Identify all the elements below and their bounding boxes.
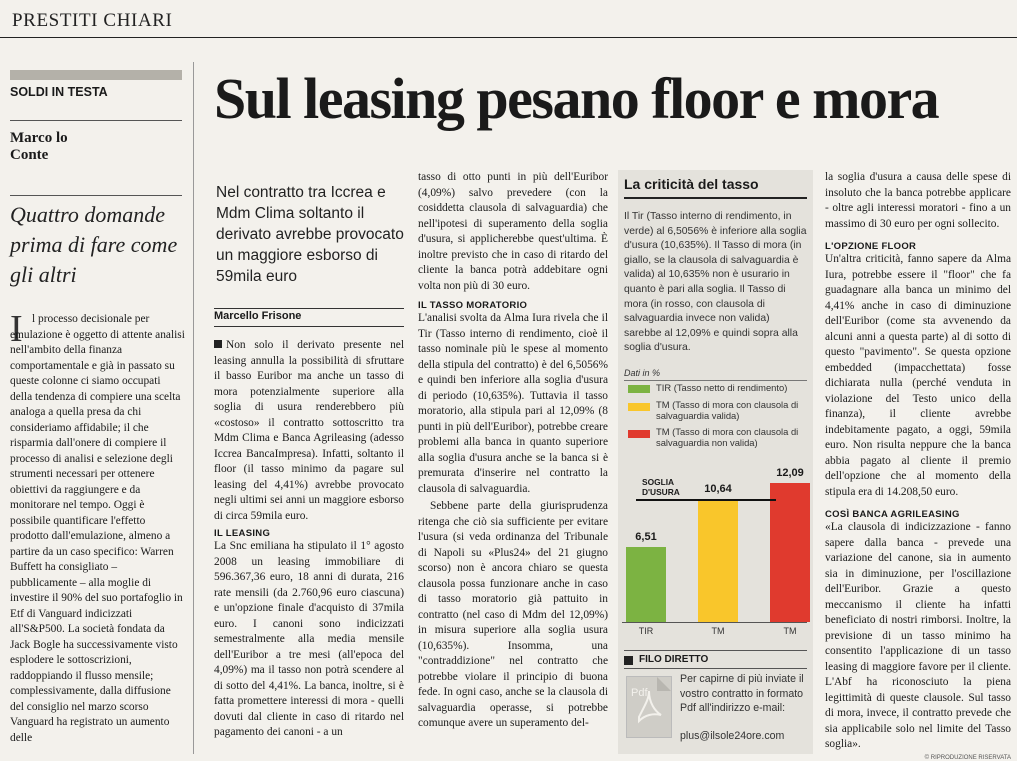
- box-text: Il Tir (Tasso interno di rendimento, in verde) al 6,5056% è inferiore alla soglia d'usura (10,635%). Il Tasso di mora (in giallo, se la clausola di salvaguardia è valida) al 10,635% non è usurario in quanto è pari alla soglia. Il Tasso di mora (in rosso, con clausola di salvaguardia invece non valida) sarebbe al 12,09% e quindi sopra alla soglia d'usura.: [624, 211, 807, 354]
- section-title: PRESTITI CHIARI: [12, 10, 173, 31]
- pdf-label: Pdf: [631, 687, 648, 699]
- bar-tm-valid: [698, 499, 738, 622]
- filo-email[interactable]: plus@ilsole24ore.com: [680, 730, 785, 742]
- legend-swatch-tir: [628, 385, 650, 393]
- filo-text: Per capirne di più inviate il vostro contratto in formato Pdf all'indirizzo e-mail:: [680, 673, 804, 714]
- article-paragraph: Sebbene parte della giurisprudenza ritenga che ciò sia sufficiente per evitare l'usura (si veda ordinanza del Tribunale di Napoli su «Plus24» del 21 giugno scorso) non è ancora chiaro se questa clausola possa funzionare anche in caso di tasso moratorio già pattuito in contratto (nel caso di Mdm del 12,09%) in misura superiore alla soglia usura (10,635%). Insomma, una "contraddizione" nel contratto che potrebbe violare il principio di buona fede. In ogni caso, anche se la clausola di salvaguardia operasse, si potrebbe comunque avere un superamento del-: [418, 500, 608, 729]
- subhead-banca-agrileasing: COSÌ BANCA AGRILEASING: [825, 509, 960, 520]
- info-box: [618, 170, 813, 754]
- filo-rule: [624, 650, 807, 651]
- square-bullet-icon: [214, 340, 222, 348]
- box-title-rule: [624, 197, 807, 199]
- headline: Sul leasing pesano floor e mora: [214, 66, 939, 131]
- article-column-2: [418, 170, 608, 754]
- category-label-tir: TIR: [638, 626, 654, 636]
- subhead-opzione-floor: L'OPZIONE FLOOR: [825, 241, 917, 252]
- article-paragraph: La Snc emiliana ha stipulato il 1° agosto 2008 un leasing immobiliare di 596.367,36 euro, 18 anni di durata, 216 rate mensili (da 2.760,96 euro ciascuna) e un'opzione finale d'acquisto di 37mila euro. I canoni sono indicizzati semestralmente alla media mensile dell'Euribor a tre mesi (all'epoca del 4,09%) ma il tasso non potrà scendere al di sotto del 4,41%. La banca, inoltre, si è fatta promettere interessi di mora - quelli dovuti dal cliente in caso di ritardo nel pagamento dei canoni - a un: [214, 540, 404, 738]
- pdf-icon: [626, 676, 672, 738]
- article-paragraph: tasso di otto punti in più dell'Euribor (4,09%) salvo prevedere (con la cosiddetta clausola di salvaguardia) che nell'ipotesi di superamento della soglia d'usura, si applicherebbe quest'ultima. È inoltre previsto che in caso di ritardo del cliente la banca potrà addebitare ogni volta non più di 30 euro.: [418, 171, 608, 292]
- bar-value-tir: 6,51: [635, 530, 657, 543]
- column-separator: [193, 62, 194, 754]
- column-dropcap: I: [10, 308, 23, 350]
- column-sidebar: [10, 70, 185, 754]
- box-title: La criticità del tasso: [624, 176, 759, 192]
- filo-square-icon: [624, 656, 633, 665]
- chart-units-label: Dati in %: [624, 368, 661, 378]
- standfirst: Nel contratto tra Iccrea e Mdm Clima soltanto il derivato avrebbe provocato un maggiore esborso di 59mila euro: [216, 184, 404, 285]
- bar-tm-invalid: [770, 483, 810, 623]
- article-paragraph: Non solo il derivato presente nel leasing annulla la possibilità di sfruttare il basso Euribor ma anche un tasso di mora potenzialmente superiore alla soglia di usura renderebbero più «costoso» il contratto sottoscritto tra Mdm Clima e Banca Agrileasing (adesso Iccrea BancaImpresa). Infatti, soltanto il floor (il tasso minimo da pagare sul leasing del 4,41%) avrebbe provocato negli ultimi sei anni un maggiore esborso di circa 59mila euro.: [214, 339, 404, 522]
- filo-rule-2: [624, 668, 807, 669]
- article-paragraph: la soglia d'usura a causa delle spese di insoluto che la banca potrebbe applicare - oltre agli interessi moratori - fino a un massimo di 30 euro per ogni sollecito.: [825, 171, 1011, 230]
- byline-rule-2: [214, 326, 404, 327]
- bar-chart: [618, 450, 813, 640]
- section-header: [0, 0, 1017, 38]
- article-paragraph: L'analisi svolta da Alma Iura rivela che il Tir (Tasso interno di rendimento, cioè il tasso nominale più le spese al momento della stipula del contratto) è del 6,5056% e quindi ben inferiore alla soglia d'usura di periodo (10,635%). Tuttavia il tasso moratorio, alla stipula pari al 12,09% (8 punti in più dell'Euribor), potrebbe creare problemi alla banca in quanto superiore alla soglia d'usura anche se la banca si è premurata d'inserire nel contratto la clausola di salvaguardia.: [418, 312, 608, 495]
- legend-swatch-tm-valid: [628, 403, 650, 411]
- column-author: Marco lo Conte: [10, 130, 68, 163]
- bar-value-tm-invalid: 12,09: [776, 466, 804, 479]
- column-rule: [10, 70, 182, 80]
- article-paragraph: «La clausola di indicizzazione - fanno sapere dalla banca - prevede una variazione del canone, sia in aumento sia in diminuzione, per l'oscillazione dell'Euribor. Grazie a questo meccanismo il cliente ha infatti beneficiato di nostri rimborsi. Inoltre, la previsione di un tasso minimo ha consentito l'applicazione di un tasso leasing di maggiore favore per il cliente. L'Abf ha riconosciuto la piena legittimità di queste clausole. Sul tasso di mora, invece, il contratto prevede che sia applicabile solo nel limite del Tasso soglia».: [825, 521, 1011, 750]
- copyright: © RIPRODUZIONE RISERVATA: [924, 754, 1011, 761]
- legend-item-tm-valid: TM (Tasso di mora con clausola di salvaguardia valida): [656, 399, 799, 421]
- category-label-tm: TM: [783, 626, 797, 636]
- column-body: l processo decisionale per emulazione è oggetto di attente analisi nell'ambito della finanza comportamentale e già in passato su queste colonne ci siamo occupati della tendenza di compiere una scelta analoga a quella presa da chi consideriamo affidabile; il che risparmia dall'onere di compiere il processo di analisi e selezione degli strumenti necessari per ottenere obiettivi da raggiungere e da monitorare nel tempo. Oggi è possibile quantificare l'effetto prodotto dall'emulazione, almeno a partire da un caso specifico: Warren Buffett ha consigliato – pubblicamente – alla moglie di investire il 90% del suo portafoglio in Etf di Vanguard indicizzati all'S&P500. La società fondata da Jack Bogle ha successivamente visto esplodere le sottoscrizioni, raddoppiando il flusso mensile; complessivamente, dalla diffusione del consiglio nel marzo scorso Vanguard ha registrato un aumento delle: [10, 313, 185, 744]
- column-divider-2: [10, 195, 182, 196]
- column-title: Quattro domande prima di fare come gli altri: [10, 202, 178, 287]
- filo-diretto: [618, 648, 813, 754]
- article-column-1: [214, 178, 404, 754]
- bar-tir: [626, 547, 666, 622]
- article-paragraph: Un'altra criticità, fanno sapere da Alma Iura, potrebbe essere il "floor" che fa guadagnare alla banca un minimo del 4,41% anche in caso di diminuzione dell'Euribor (come sta avvenendo da alcuni anni a questa parte) al di sotto di questo "pavimento". Se questa opzione embedded (impacchettata) fosse dichiarata nulla (perché venduta in violazione del Testo unico della finanza), il cliente avrebbe indebitamente pagato, a oggi, 59mila euro. Non risulta neppure che la banca abbia pagato al cliente il premio dell'opzione che al momento della stipula era di 14.208,50 euro.: [825, 253, 1011, 498]
- threshold-label: SOGLIA D'USURA: [642, 477, 680, 498]
- byline-rule: [214, 308, 404, 309]
- column-divider: [10, 120, 182, 121]
- legend-item-tm-invalid: TM (Tasso di mora con clausola di salvaguardia non valida): [656, 426, 799, 448]
- subhead-tasso-moratorio: IL TASSO MORATORIO: [418, 300, 528, 311]
- article-column-4: [825, 170, 1011, 761]
- legend-item-tir: TIR (Tasso netto di rendimento): [656, 382, 788, 393]
- chart-baseline: [622, 622, 807, 623]
- bar-value-tm-valid: 10,64: [704, 483, 732, 496]
- article-col1-text: [214, 338, 404, 741]
- threshold-line: [636, 499, 776, 501]
- category-label-tm: TM: [711, 626, 725, 636]
- byline: Marcello Frisone: [214, 310, 302, 322]
- legend-swatch-tm-invalid: [628, 430, 650, 438]
- filo-title: FILO DIRETTO: [639, 654, 709, 665]
- chart-units-rule: [624, 380, 807, 381]
- column-label: SOLDI IN TESTA: [10, 85, 108, 99]
- subhead-leasing: IL LEASING: [214, 528, 271, 539]
